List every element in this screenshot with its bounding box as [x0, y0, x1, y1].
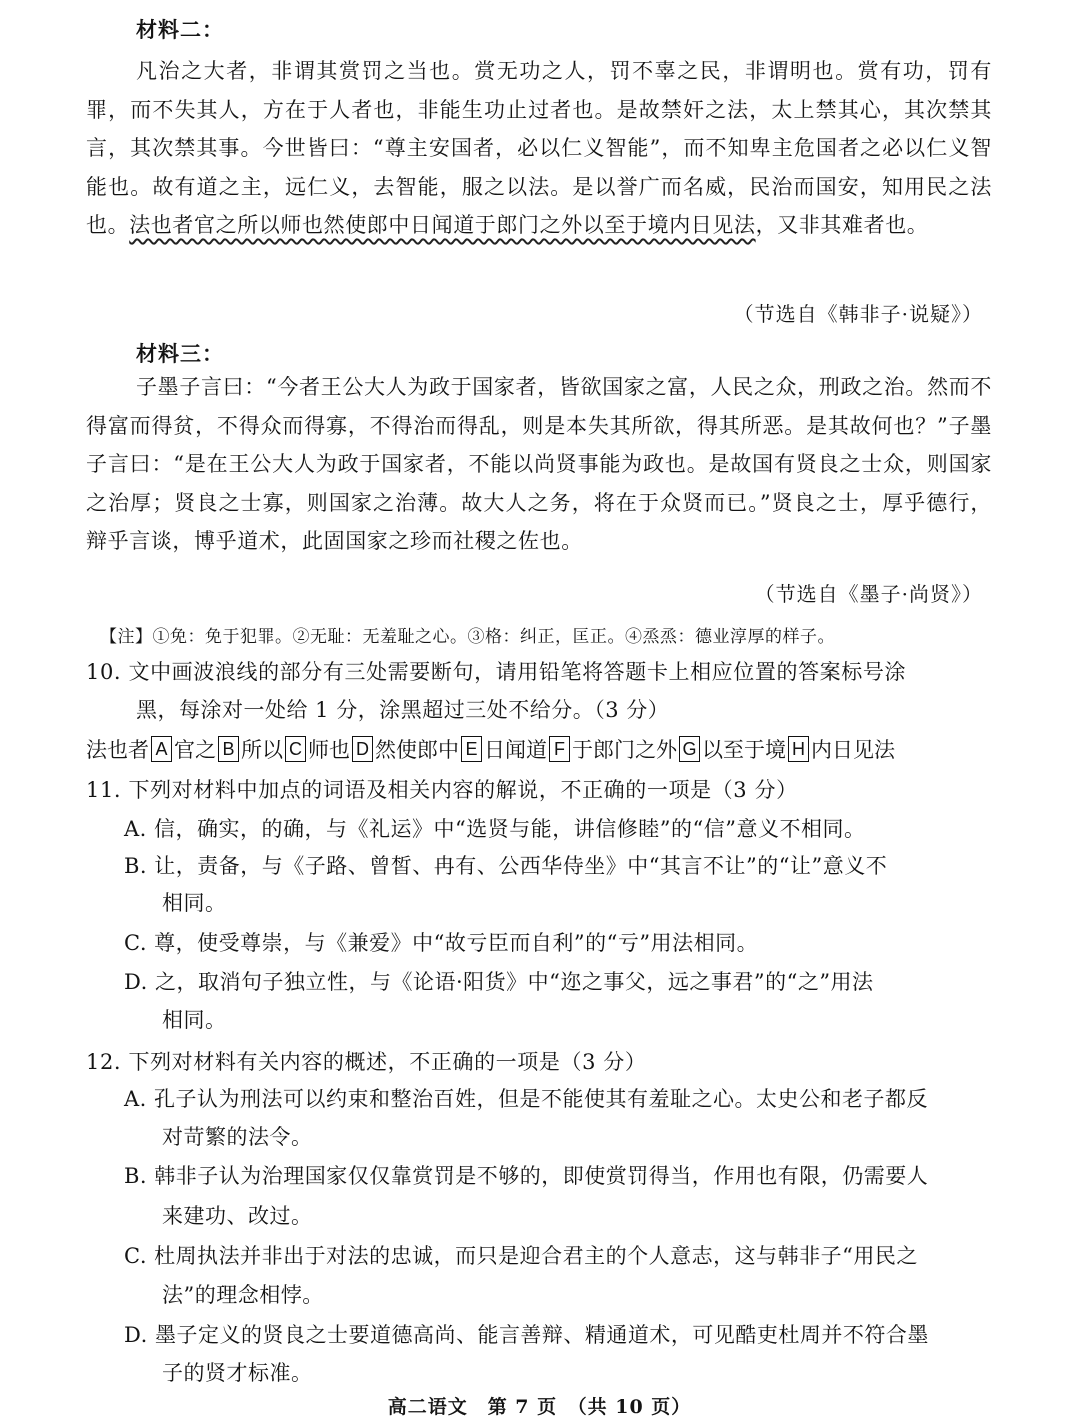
question-12-option-d-cont: 子的贤才标准。	[162, 1361, 313, 1385]
segment-text: 师也	[308, 738, 350, 762]
material-two-tail: ，又非其难者也。	[755, 213, 929, 237]
segment-text: 然使郎中	[375, 738, 459, 762]
question-11-option-c[interactable]: C. 尊，使受尊崇，与《兼爱》中“故亏臣而自利”的“亏”用法相同。	[124, 931, 759, 955]
break-option-c[interactable]: C	[285, 736, 306, 762]
question-11-option-d[interactable]: D. 之，取消句子独立性，与《论语·阳货》中“迩之事父，远之事君”的“之”用法	[124, 970, 874, 994]
question-11-option-a[interactable]: A. 信，确实，的确，与《礼运》中“选贤与能，讲信修睦”的“信”意义不相同。	[124, 817, 866, 841]
material-three-label: 材料三：	[136, 341, 224, 366]
annotation-note: 【注】①免：免于犯罪。②无耻：无羞耻之心。③格：纠正，匡正。④烝烝：德业淳厚的样子。	[100, 627, 835, 647]
break-option-g[interactable]: G	[679, 736, 700, 762]
wavy-underlined-passage: 法也者官之所以师也然使郎中日闻道于郎门之外以至于境内日见法	[129, 213, 756, 237]
segment-text: 所以	[241, 738, 283, 762]
page-footer: 高二语文 第 7 页 （共 10 页）	[387, 1396, 692, 1418]
break-option-b[interactable]: B	[218, 736, 239, 762]
question-11-stem: 11. 下列对材料中加点的词语及相关内容的解说，不正确的一项是（3 分）	[86, 778, 798, 802]
break-option-e[interactable]: E	[461, 736, 482, 762]
question-10-line-1: 10. 文中画波浪线的部分有三处需要断句，请用铅笔将答题卡上相应位置的答案标号涂	[86, 660, 907, 684]
question-12-option-a[interactable]: A. 孔子认为刑法可以约束和整治百姓，但是不能使其有羞耻之心。太史公和老子都反	[124, 1087, 929, 1111]
question-12-option-b-cont: 来建功、改过。	[162, 1204, 313, 1228]
question-11-option-b-cont: 相同。	[162, 891, 227, 915]
material-two-label: 材料二：	[136, 17, 224, 42]
sentence-break-options	[86, 734, 895, 764]
segment-text: 以至于境	[702, 738, 786, 762]
segment-text: 法也者	[86, 738, 149, 762]
material-three-source: （节选自《墨子·尚贤》）	[754, 582, 983, 606]
question-11-option-d-cont: 相同。	[162, 1008, 227, 1032]
break-option-a[interactable]: A	[151, 736, 172, 762]
question-12-stem: 12. 下列对材料有关内容的概述，不正确的一项是（3 分）	[86, 1050, 647, 1074]
break-option-h[interactable]: H	[788, 736, 809, 762]
question-12-option-d[interactable]: D. 墨子定义的贤良之士要道德高尚、能言善辩、精通道术，可见酷吏杜周并不符合墨	[124, 1323, 929, 1347]
question-12-option-c[interactable]: C. 杜周执法并非出于对法的忠诚，而只是迎合君主的个人意志，这与韩非子“用民之	[124, 1244, 918, 1268]
material-two-text	[86, 52, 992, 245]
break-option-d[interactable]: D	[352, 736, 373, 762]
segment-text: 内日见法	[811, 738, 895, 762]
segment-text: 于郎门之外	[572, 738, 677, 762]
material-three-text: 子墨子言曰：“今者王公大人为政于国家者，皆欲国家之富，人民之众，刑政之治。然而不得富而得贫，不得众而得寡，不得治而得乱，则是本失其所欲，得其所恶。是其故何也？”子墨子言曰：“是在王公大人为政于国家者，不能以尚贤事能为政也。是故国有贤良之士众，则国家之治厚；贤良之士寡，则国家之治薄。故大人之务，将在于众贤而已。”贤良之士，厚乎德行，辩乎言谈，博乎道术，此固国家之珍而社稷之佐也。	[86, 375, 992, 553]
question-12-option-c-cont: 法”的理念相悖。	[162, 1283, 324, 1307]
question-12-option-b[interactable]: B. 韩非子认为治理国家仅仅靠赏罚是不够的，即使赏罚得当，作用也有限，仍需要人	[124, 1164, 929, 1188]
segment-text: 官之	[174, 738, 216, 762]
question-11-option-b[interactable]: B. 让，责备，与《子路、曾皙、冉有、公西华侍坐》中“其言不让”的“让”意义不	[124, 854, 888, 878]
segment-text: 日闻道	[484, 738, 547, 762]
question-10-line-2: 黑，每涂对一处给 1 分，涂黑超过三处不给分。（3 分）	[136, 698, 670, 722]
material-two-body: 凡治之大者，非谓其赏罚之当也。赏无功之人，罚不辜之民，非谓明也。赏有功，罚有罪，而不失其人，方在于人者也，非能生功止过者也。是故禁奸之法，太上禁其心，其次禁其言，其次禁其事。今世皆曰：“尊主安国者，必以仁义智能”，而不知卑主危国者之必以仁义智能也。故有道之主，远仁义，去智能，服之以法。是以誉广而名威，民治而国安，知用民之法也。	[86, 59, 992, 237]
break-option-f[interactable]: F	[549, 736, 570, 762]
question-12-option-a-cont: 对苛繁的法令。	[162, 1125, 313, 1149]
material-two-source: （节选自《韩非子·说疑》）	[733, 302, 983, 326]
